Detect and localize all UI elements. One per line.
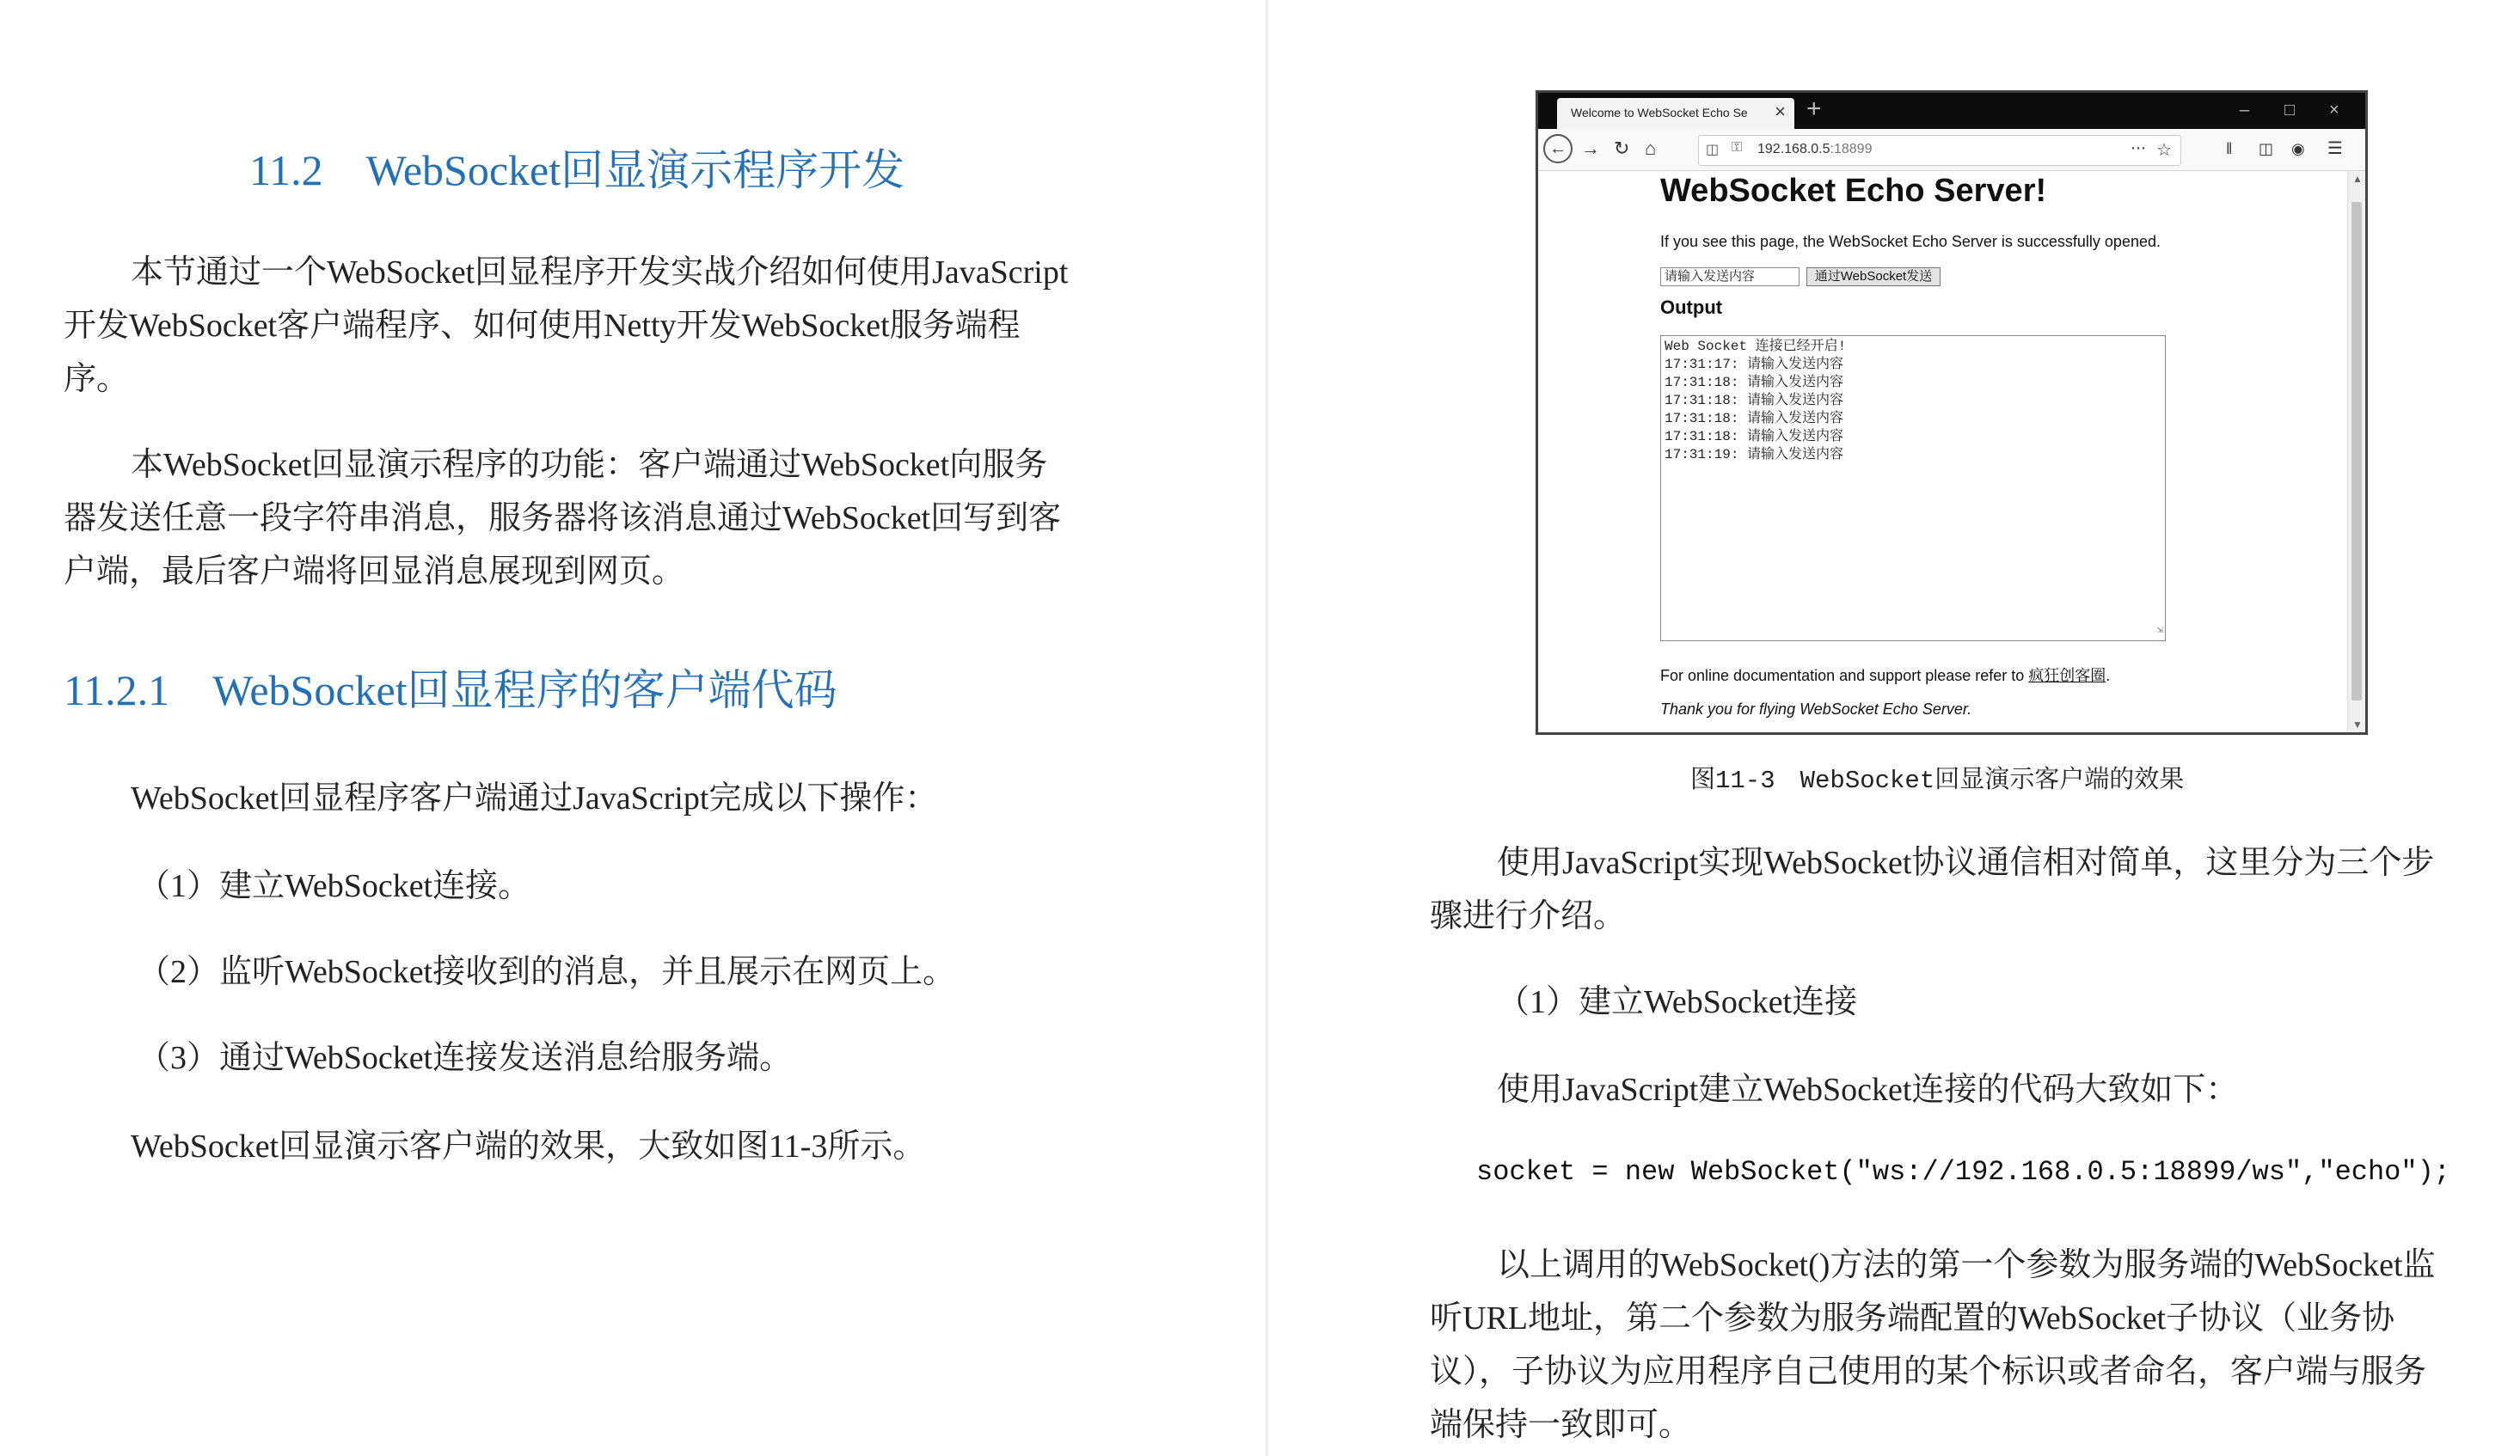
page-divider [1266, 0, 1268, 1456]
intro-line-2: 开发WebSocket客户端程序、如何使用Netty开发WebSocket服务端程 [64, 308, 1021, 344]
output-line: 17:31:17: 请输入发送内容 [1665, 357, 1844, 372]
browser-screenshot [1536, 90, 2368, 735]
step-1-heading: （1）建立WebSocket连接 [1497, 984, 1858, 1020]
feature-line-1: 本WebSocket回显演示程序的功能：客户端通过WebSocket向服务 [131, 447, 1048, 483]
url-bar[interactable] [1698, 135, 2181, 166]
scroll-up-icon[interactable]: ▲ [2352, 173, 2363, 185]
intro-line-1: 本节通过一个WebSocket回显程序开发实战介绍如何使用JavaScript [131, 254, 1069, 291]
message-input[interactable]: 请输入发送内容 [1660, 267, 1800, 286]
output-line: 17:31:19: 请输入发送内容 [1665, 447, 1844, 462]
new-tab-icon[interactable]: + [1806, 95, 1822, 123]
echo-page-title: WebSocket Echo Server! [1660, 173, 2047, 209]
vertical-scrollbar[interactable] [2347, 171, 2365, 732]
section-title: 11.2 WebSocket回显演示程序开发 [249, 146, 905, 194]
sidebar-icon[interactable]: ◫ [2259, 140, 2274, 157]
bookmark-star-icon[interactable]: ☆ [2156, 141, 2172, 160]
footer-doc-text: For online documentation and support please refer to [1660, 667, 2029, 684]
back-arrow-icon[interactable]: ← [1543, 134, 1573, 163]
output-line: 17:31:18: 请输入发送内容 [1665, 393, 1844, 408]
send-button[interactable]: 通过WebSocket发送 [1806, 267, 1941, 286]
output-textarea[interactable] [1660, 335, 2166, 641]
scroll-thumb[interactable] [2351, 202, 2362, 700]
lock-icon: ⚿ [1732, 140, 1743, 155]
url-text [1757, 142, 1872, 157]
ops-intro: WebSocket回显程序客户端通过JavaScript完成以下操作： [131, 780, 938, 817]
browser-tab-bar [1538, 93, 2365, 129]
browser-tab[interactable] [1557, 98, 1794, 129]
feature-line-2: 器发送任意一段字符串消息，服务器将该消息通过WebSocket回写到客 [64, 500, 1062, 536]
scroll-down-icon[interactable]: ▼ [2352, 719, 2363, 731]
more-actions-icon[interactable]: ⋯ [2131, 139, 2146, 156]
code-intro: 使用JavaScript建立WebSocket连接的代码大致如下： [1497, 1072, 2239, 1108]
para2-line-1: 以上调用的WebSocket()方法的第一个参数为服务端的WebSocket监 [1497, 1247, 2436, 1283]
reload-icon[interactable]: ↻ [1614, 138, 1630, 159]
output-line: 17:31:18: 请输入发送内容 [1665, 429, 1844, 444]
url-port: :18899 [1830, 142, 1873, 156]
window-close-icon[interactable]: × [2329, 101, 2339, 119]
account-icon[interactable]: ◉ [2291, 140, 2305, 157]
figure-caption: 图11-3 WebSocket回显演示客户端的效果 [1690, 767, 2185, 795]
footer-thanks: Thank you for flying WebSocket Echo Server. [1660, 700, 1972, 718]
tab-close-icon[interactable]: × [1775, 101, 1786, 122]
feature-line-3: 户端，最后客户端将回显消息展现到网页。 [64, 554, 685, 590]
echo-description: If you see this page, the WebSocket Echo Server is successfully opened. [1660, 233, 2161, 250]
para2-line-4: 端保持一致即可。 [1430, 1407, 1692, 1443]
op-item-3: （3）通过WebSocket连接发送消息给服务端。 [138, 1040, 793, 1076]
op-item-1: （1）建立WebSocket连接。 [138, 868, 531, 904]
home-icon[interactable]: ⌂ [1645, 138, 1657, 159]
maximize-icon[interactable]: □ [2284, 101, 2296, 119]
resize-grip-icon[interactable]: ⇲ [2156, 624, 2163, 636]
shield-icon: ◫ [1706, 143, 1720, 157]
page-viewport [1538, 171, 2346, 732]
code-snippet: socket = new WebSocket("ws://192.168.0.5:18899/ws","echo"); [1476, 1156, 2450, 1188]
para1-line-1: 使用JavaScript实现WebSocket协议通信相对简单，这里分为三个步 [1497, 845, 2435, 881]
footer-documentation [1660, 664, 2110, 686]
menu-icon[interactable]: ☰ [2327, 139, 2343, 158]
output-line: 17:31:18: 请输入发送内容 [1665, 411, 1844, 426]
tab-title: Welcome to WebSocket Echo Se [1571, 106, 1748, 119]
subsection-title: 11.2.1 WebSocket回显程序的客户端代码 [64, 666, 837, 714]
intro-line-3: 序。 [64, 361, 130, 397]
para2-line-2: 听URL地址，第二个参数为服务端配置的WebSocket子协议（业务协 [1430, 1300, 2395, 1337]
output-label: Output [1660, 297, 1723, 318]
para1-line-2: 骤进行介绍。 [1430, 898, 1627, 934]
output-line: 17:31:18: 请输入发送内容 [1665, 375, 1844, 390]
forward-arrow-icon[interactable]: → [1581, 138, 1600, 159]
para2-line-3: 议），子协议为应用程序自己使用的某个标识或者命名，客户端与服务 [1430, 1354, 2427, 1390]
browser-nav-bar [1538, 129, 2365, 171]
op-item-2: （2）监听WebSocket接收到的消息，并且展示在网页上。 [138, 954, 956, 990]
footer-doc-suffix: . [2106, 667, 2111, 684]
figure-reference: WebSocket回显演示客户端的效果，大致如图11-3所示。 [131, 1129, 926, 1165]
library-icon[interactable]: ‖ [2226, 140, 2233, 157]
output-line: Web Socket 连接已经开启! [1665, 339, 1847, 354]
minimize-icon[interactable]: – [2240, 101, 2250, 119]
url-host: 192.168.0.5 [1757, 142, 1830, 156]
footer-doc-link[interactable]: 疯狂创客圈 [2028, 667, 2106, 684]
